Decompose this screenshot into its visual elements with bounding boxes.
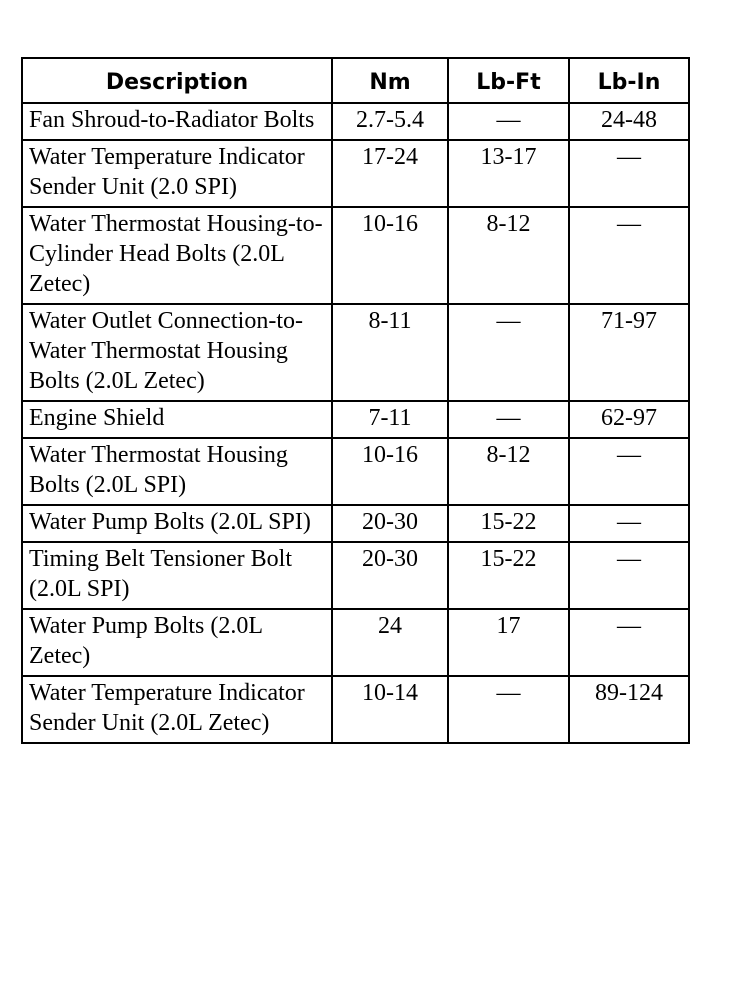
table-row xyxy=(22,542,689,609)
nm-cell: 20-30 xyxy=(332,505,448,542)
lb-in-cell: 71-97 xyxy=(569,304,689,401)
nm-cell: 20-30 xyxy=(332,542,448,609)
lb-ft-cell: 17 xyxy=(448,609,569,676)
description-cell: Water Pump Bolts (2.0L Zetec) xyxy=(22,609,332,676)
column-header-lb-in: Lb-In xyxy=(569,58,689,103)
lb-in-cell: — xyxy=(569,505,689,542)
description-cell: Water Thermostat Housing Bolts (2.0L SPI) xyxy=(22,438,332,505)
nm-cell: 17-24 xyxy=(332,140,448,207)
nm-cell: 8-11 xyxy=(332,304,448,401)
lb-in-cell: — xyxy=(569,542,689,609)
nm-cell: 10-16 xyxy=(332,438,448,505)
table-row xyxy=(22,609,689,676)
description-cell: Fan Shroud-to-Radiator Bolts xyxy=(22,103,332,140)
lb-ft-cell: 8-12 xyxy=(448,207,569,304)
table-row xyxy=(22,676,689,743)
column-header-nm: Nm xyxy=(332,58,448,103)
lb-ft-cell: — xyxy=(448,676,569,743)
lb-ft-cell: 13-17 xyxy=(448,140,569,207)
lb-in-cell: 89-124 xyxy=(569,676,689,743)
lb-ft-cell: 15-22 xyxy=(448,505,569,542)
lb-in-cell: 62-97 xyxy=(569,401,689,438)
lb-ft-cell: — xyxy=(448,103,569,140)
nm-cell: 7-11 xyxy=(332,401,448,438)
lb-in-cell: — xyxy=(569,609,689,676)
lb-ft-cell: — xyxy=(448,304,569,401)
column-header-description: Description xyxy=(22,58,332,103)
table-row xyxy=(22,103,689,140)
nm-cell: 24 xyxy=(332,609,448,676)
table-row xyxy=(22,401,689,438)
lb-ft-cell: — xyxy=(448,401,569,438)
nm-cell: 10-14 xyxy=(332,676,448,743)
table-row xyxy=(22,304,689,401)
table-row xyxy=(22,140,689,207)
description-cell: Water Thermostat Housing-to-Cylinder Head Bolts (2.0L Zetec) xyxy=(22,207,332,304)
description-cell: Water Pump Bolts (2.0L SPI) xyxy=(22,505,332,542)
table-row xyxy=(22,438,689,505)
column-header-lb-ft: Lb-Ft xyxy=(448,58,569,103)
nm-cell: 10-16 xyxy=(332,207,448,304)
description-cell: Water Temperature Indicator Sender Unit (2.0L Zetec) xyxy=(22,676,332,743)
lb-in-cell: — xyxy=(569,140,689,207)
lb-in-cell: — xyxy=(569,438,689,505)
lb-ft-cell: 8-12 xyxy=(448,438,569,505)
table-row xyxy=(22,207,689,304)
header-row xyxy=(22,58,689,103)
torque-spec-table xyxy=(21,57,690,744)
description-cell: Engine Shield xyxy=(22,401,332,438)
table-row xyxy=(22,505,689,542)
lb-ft-cell: 15-22 xyxy=(448,542,569,609)
nm-cell: 2.7-5.4 xyxy=(332,103,448,140)
description-cell: Water Outlet Connection-to-Water Thermostat Housing Bolts (2.0L Zetec) xyxy=(22,304,332,401)
lb-in-cell: 24-48 xyxy=(569,103,689,140)
description-cell: Timing Belt Tensioner Bolt (2.0L SPI) xyxy=(22,542,332,609)
lb-in-cell: — xyxy=(569,207,689,304)
description-cell: Water Temperature Indicator Sender Unit (2.0 SPI) xyxy=(22,140,332,207)
